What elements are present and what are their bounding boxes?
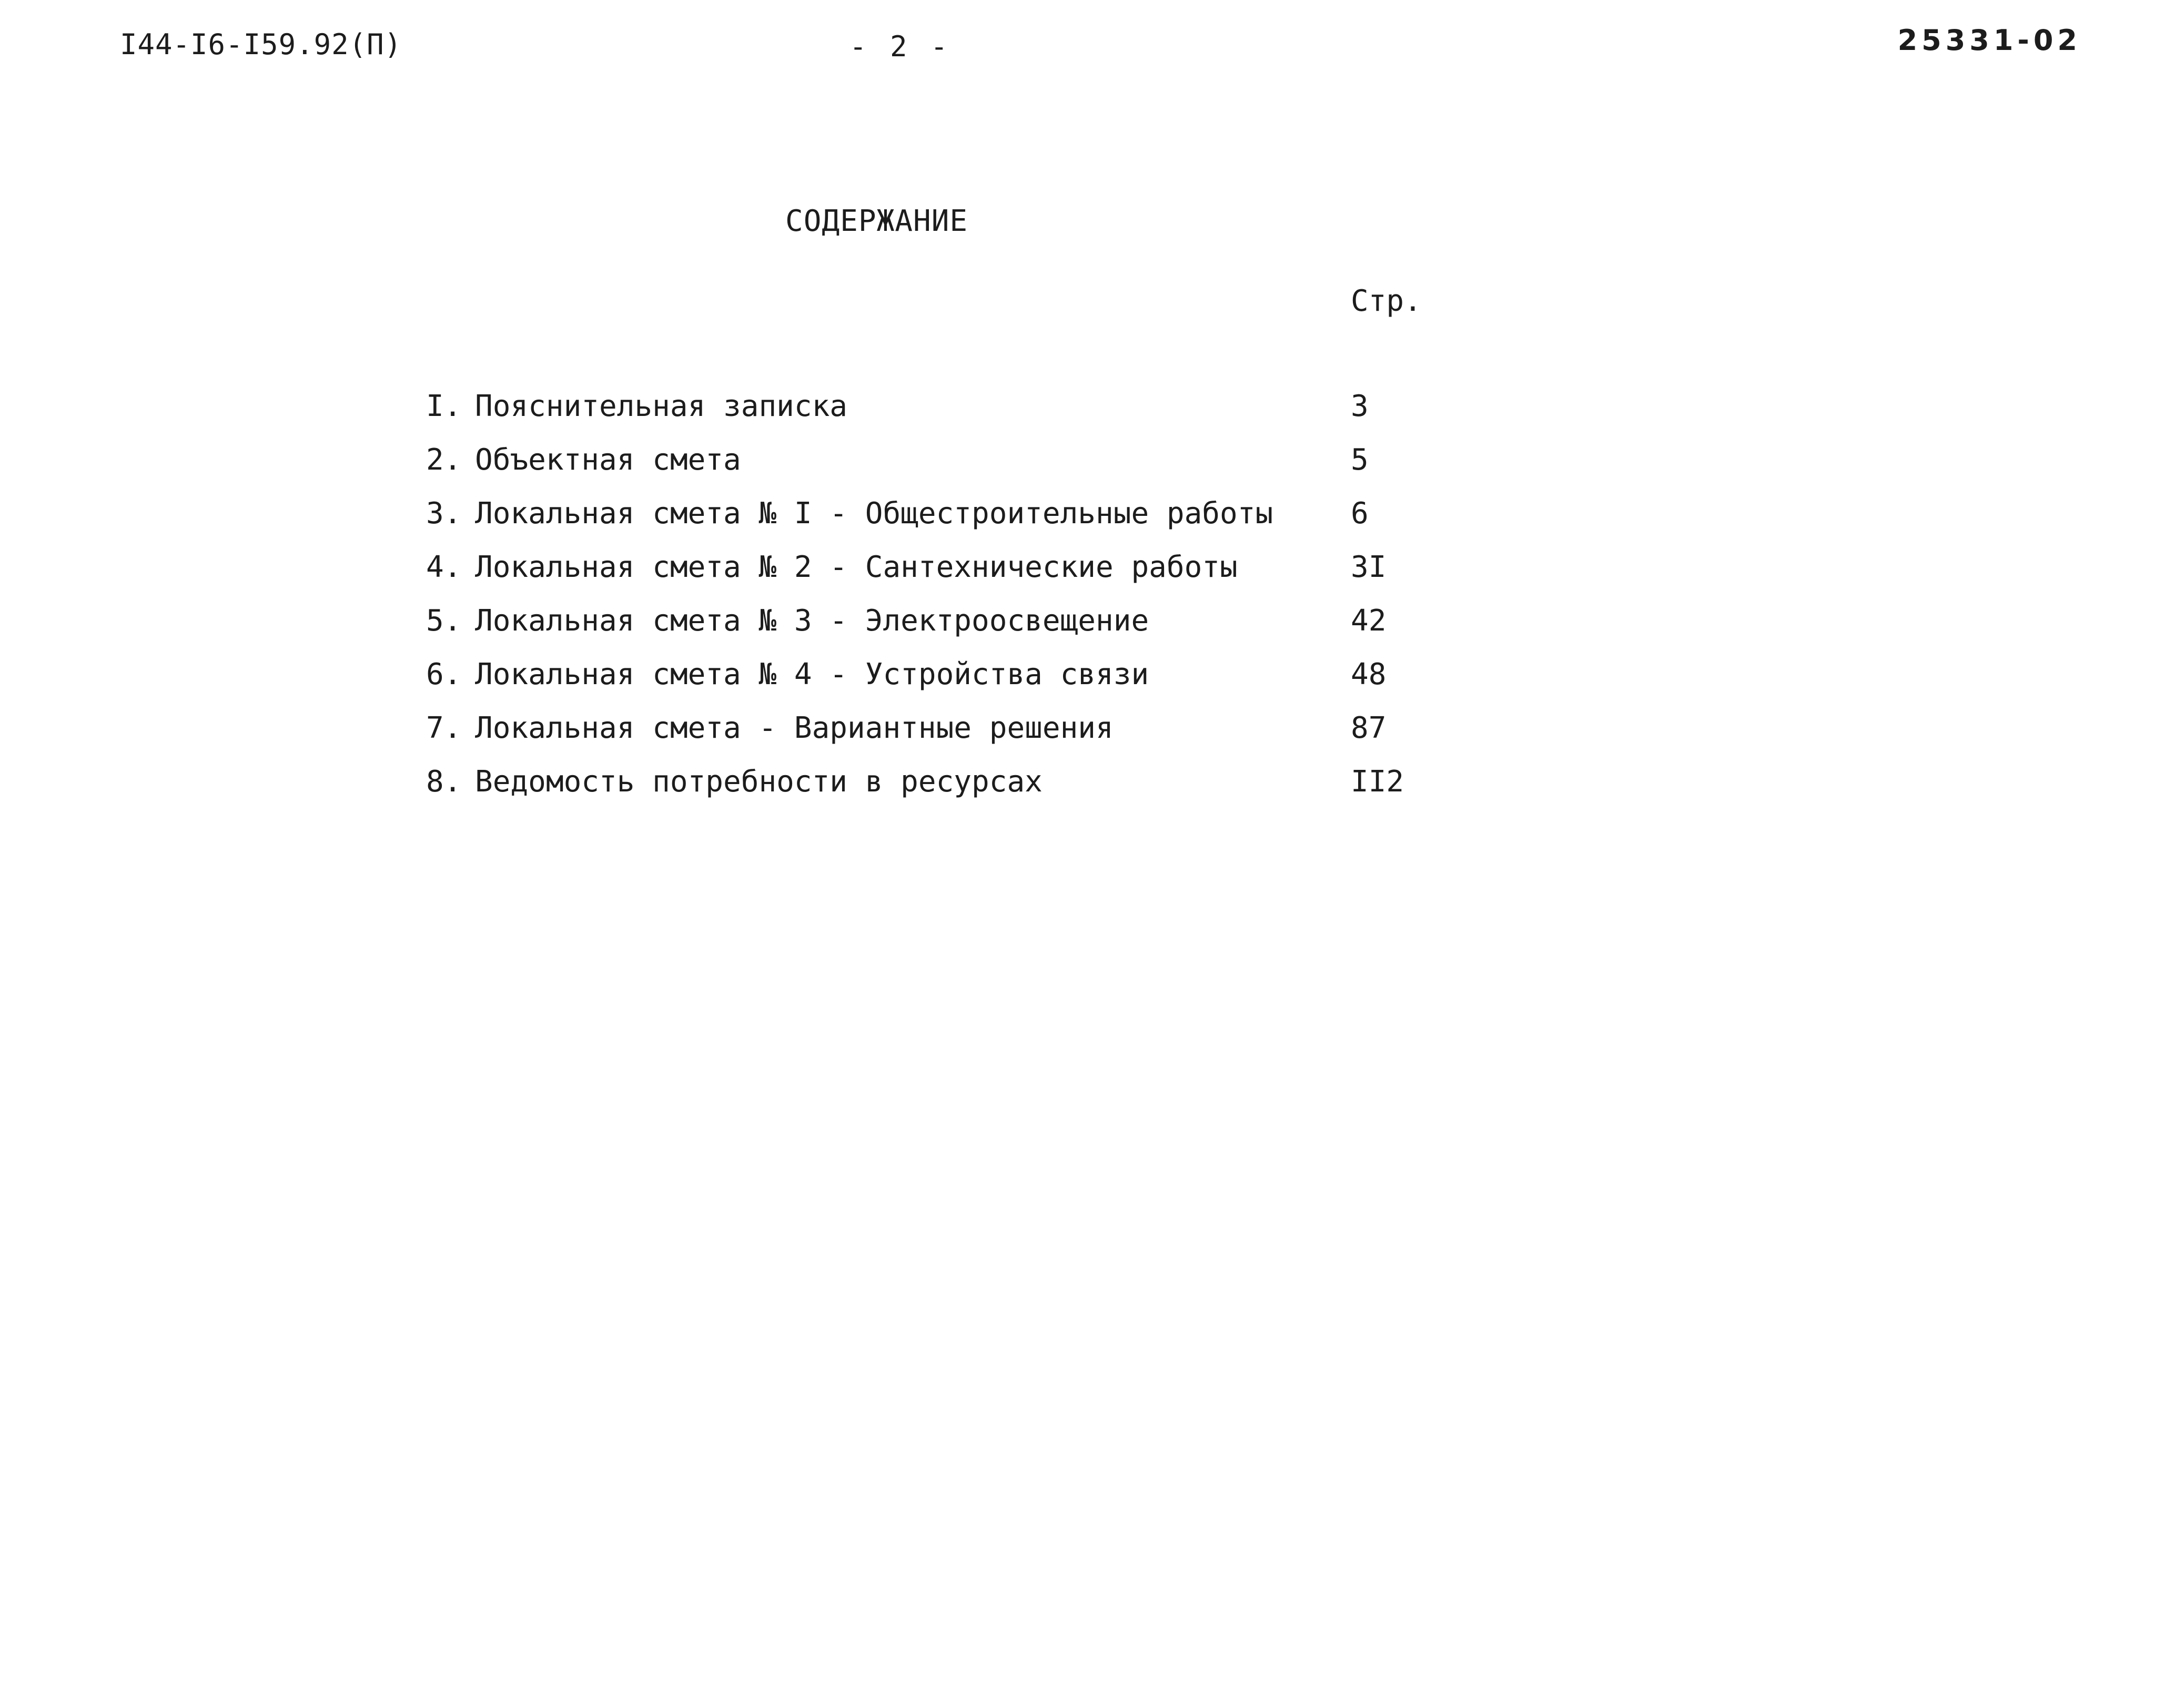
toc-item	[426, 708, 1478, 748]
toc-item	[426, 387, 1478, 426]
toc-item-number: 4.	[426, 550, 462, 584]
page-number: - 2 -	[849, 30, 951, 63]
toc-item-page: 5	[1351, 443, 1369, 477]
toc-item	[426, 655, 1478, 695]
toc-item-page: 3	[1351, 389, 1369, 423]
archive-number: 25331-02	[1897, 24, 2081, 57]
page-title: СОДЕРЖАНИЕ	[785, 204, 968, 238]
toc-item-page: 6	[1351, 496, 1369, 531]
toc-item	[426, 440, 1478, 480]
document-code: I44-I6-I59.92(П)	[120, 28, 402, 61]
toc-item-page: 48	[1351, 657, 1387, 692]
toc-item-number: 5.	[426, 604, 462, 638]
toc-item	[426, 601, 1478, 641]
toc-item-number: 6.	[426, 657, 462, 692]
toc-item-number: 7.	[426, 711, 462, 745]
toc-item-title: Локальная смета № 3 - Электроосвещение	[475, 604, 1149, 638]
toc-item-page: 87	[1351, 711, 1387, 745]
toc-item-number: I.	[426, 389, 462, 423]
toc-item	[426, 494, 1478, 534]
toc-item	[426, 547, 1478, 587]
page-column-header: Стр.	[1351, 284, 1422, 318]
toc-item-page: II2	[1351, 765, 1404, 799]
toc-item-number: 2.	[426, 443, 462, 477]
toc-item-title: Объектная смета	[475, 443, 741, 477]
toc-item-title: Ведомость потребности в ресурсах	[475, 765, 1043, 799]
toc-item-title: Пояснительная записка	[475, 389, 848, 423]
toc-item-title: Локальная смета № 2 - Сантехнические работы	[475, 550, 1238, 584]
toc-item	[426, 762, 1478, 802]
toc-item-title: Локальная смета № I - Общестроительные работы	[475, 496, 1273, 531]
table-of-contents	[426, 387, 1478, 816]
toc-item-number: 3.	[426, 496, 462, 531]
toc-item-title: Локальная смета - Вариантные решения	[475, 711, 1114, 745]
toc-item-title: Локальная смета № 4 - Устройства связи	[475, 657, 1149, 692]
toc-item-page: 3I	[1351, 550, 1387, 584]
toc-item-number: 8.	[426, 765, 462, 799]
toc-item-page: 42	[1351, 604, 1387, 638]
